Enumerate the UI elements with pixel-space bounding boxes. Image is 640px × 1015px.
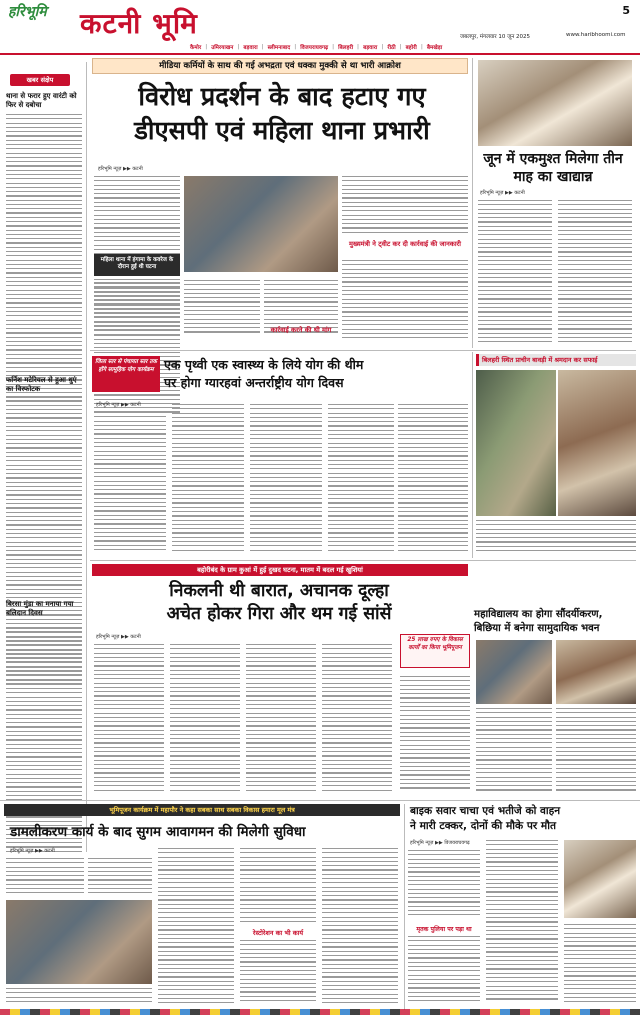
accident-headline-line: बाइक सवार चाचा एवं भतीजे को वाहन (410, 805, 561, 817)
bhoomipujan-headline: डामलीकरण कार्य के बाद सुगम आवागमन की मिलेगी सुविधा (10, 824, 306, 840)
college-photo (556, 640, 636, 704)
article-body (170, 644, 240, 794)
nav-item[interactable]: स्लीमनाबाद (267, 44, 291, 51)
article-body (246, 644, 316, 794)
page-number: 5 (622, 4, 630, 17)
subheading: रेस्टोरेशन का भी कार्य (252, 929, 304, 937)
article-body (486, 840, 558, 1006)
bilhari-kicker (476, 354, 636, 366)
subheading: मृतक पुलिया पर पड़ा था (416, 926, 472, 933)
bhoomipujan-kicker-text: भूमिपूजन कार्यक्रम में महापौर ने कहा सबका साथ सबका विकास हमारा मूल मंत्र (109, 806, 295, 814)
byline: हरिभूमि न्यूज़ ▶▶ कटनी (98, 166, 143, 172)
yoga-headline-line: एक पृथ्वी एक स्वास्थ्य के लिये योग की थीम (164, 357, 364, 372)
byline: हरिभूमि न्यूज़ ▶▶ कटनी (10, 848, 55, 854)
article-body (94, 282, 180, 334)
article-body (6, 858, 84, 898)
article-body (184, 280, 260, 338)
article-body (478, 200, 552, 345)
row-rule (0, 800, 640, 801)
nav-item[interactable]: बड़वारा (363, 44, 378, 51)
article-body (322, 644, 392, 794)
bilhari-photo (558, 370, 636, 516)
lead-photo (184, 176, 338, 272)
photo-caption (94, 254, 180, 276)
brief-title: फर्निश मटेरियल से हुआ धुएं का विस्फोटक (6, 376, 77, 393)
section-tag: खबर संक्षेप (10, 74, 70, 86)
byline: हरिभूमि न्यूज़ ▶▶ कटनी (480, 190, 525, 196)
masthead-rule (0, 53, 640, 55)
article-body (322, 848, 398, 1006)
wedding-headline-line: निकलनी थी बारात, अचानक दूल्हा (169, 581, 389, 601)
ration-photo (478, 60, 632, 146)
yoga-tag-text: जिला स्तर से पंचायत स्तर तक होंगे सामूहिक योग कार्यक्रम (95, 359, 157, 373)
article-body (564, 924, 636, 1006)
subheading: मुख्यमंत्री ने ट्वीट कर दी कार्रवाई की जानकारी (349, 240, 461, 248)
row-rule (90, 350, 636, 351)
amount-tag (400, 634, 470, 668)
wedding-headline (94, 580, 464, 626)
column-rule (404, 804, 405, 1010)
yoga-tag (92, 356, 160, 392)
byline: हरिभूमि न्यूज़ ▶▶ विजयराघवगढ़ (410, 840, 470, 846)
nav-item[interactable]: रीठी (387, 44, 396, 51)
row-rule (90, 560, 636, 561)
bilhari-kicker-text: बिलहरी स्थित प्राचीन बावड़ी में श्रमदान कर सफाई (482, 356, 598, 364)
column-rule (472, 352, 473, 558)
wedding-kicker-text: बहोरीबंद के ग्राम कुआं में हुई दुखद घटना, मातम में बदल गई खुशियां (197, 566, 363, 574)
photo-caption (476, 708, 552, 796)
college-headline (474, 608, 636, 636)
brief-title: बिरसा मुंडा का मनाया गया बलिदान दिवस (6, 600, 74, 617)
college-headline-line: बिछिया में बनेगा सामुदायिक भवन (474, 623, 600, 634)
nav-item[interactable]: बिलहरी (338, 44, 354, 51)
article-body (94, 412, 166, 552)
article-body (558, 200, 632, 345)
nav-item[interactable]: कैमोर (190, 44, 202, 51)
college-photo (476, 640, 552, 704)
photo-caption-text: महिला थाना में हंगामा के कवरेज के दौरान हुई थी घटना (100, 257, 174, 270)
photo-caption (476, 520, 636, 556)
column-rule (86, 62, 87, 852)
article-body (158, 848, 234, 1006)
article-body (88, 858, 152, 898)
article-body (408, 850, 480, 920)
brief-body (6, 628, 82, 853)
bhoomipujan-photo (6, 900, 152, 984)
college-headline-line: महाविद्यालय का होगा सौंदर्यीकरण, (474, 609, 603, 620)
article-body (398, 404, 468, 554)
sidebar (6, 70, 82, 860)
article-body (408, 936, 480, 1006)
bhoomipujan-kicker (4, 804, 400, 816)
accident-headline-line: ने मारी टक्कर, दोनों की मौके पर मौत (410, 820, 557, 832)
lead-headline-line: विरोध प्रदर्शन के बाद हटाए गए (138, 82, 426, 112)
yoga-headline (164, 356, 468, 392)
nav-item[interactable]: बड़वारा (243, 44, 258, 51)
ration-headline: जून में एकमुश्त मिलेगा तीन माह का खाद्यान्न (483, 151, 623, 185)
nav-item[interactable]: विजयराघवगढ़ (300, 44, 329, 51)
byline: हरिभूमि न्यूज़ ▶▶ कटनी (96, 634, 141, 640)
photo-caption (556, 708, 636, 796)
brief-title: थाना से फरार हुए वारंटी को फिर से दबोचा (6, 92, 77, 109)
lead-headline-line: डीएसपी एवं महिला थाना प्रभारी (134, 116, 430, 146)
bilhari-photo (476, 370, 556, 516)
subheading: कार्रवाई करने की थी मांग (270, 326, 332, 334)
article-body (172, 404, 244, 554)
yoga-headline-line: पर होगा ग्यारहवां अन्तर्राष्ट्रीय योग दिवस (164, 375, 344, 390)
article-body (240, 848, 316, 924)
town-nav: कैमोर | उमिरयाखन | बड़वारा | स्लीमनाबाद | विजयराघवगढ़ | बिलहरी | बड़वारा | रीठी | बहोरी | बैमखेड़ा (186, 42, 636, 51)
masthead (0, 0, 640, 48)
article-body (6, 988, 152, 1006)
website: www.haribhoomi.com (566, 32, 626, 38)
lead-kicker (92, 58, 468, 74)
article-body (342, 260, 468, 340)
column-rule (472, 58, 473, 348)
lead-kicker-text: मीडिया कर्मियों के साथ की गई अभद्रता एवं धक्का मुक्की से था भारी आक्रोश (159, 61, 401, 71)
edition-date: जबलपुर, मंगलवार 10 जून 2025 (460, 34, 531, 40)
wedding-headline-line: अचेत होकर गिरा और थम गई सांसें (166, 604, 392, 624)
amount-tag-text: 25 लाख रुपए के विकास कार्यों का किया भूमिपूजन (407, 637, 463, 651)
article-body (328, 404, 394, 554)
byline: हरिभूमि न्यूज़ ▶▶ कटनी (96, 402, 141, 408)
article-body (400, 676, 470, 794)
wedding-kicker (92, 564, 468, 576)
nav-item[interactable]: उमिरयाखन (211, 44, 234, 51)
article-body (240, 940, 316, 1006)
brand-logo: हरिभूमि (8, 4, 47, 20)
accident-photo (564, 840, 636, 918)
brief-body (6, 114, 82, 404)
nav-item[interactable]: बहोरी (405, 44, 417, 51)
article-body (94, 644, 164, 794)
article-body (250, 404, 322, 554)
article-body (342, 176, 468, 236)
accident-headline (410, 804, 636, 834)
edition-title: कटनी भूमि (80, 7, 198, 40)
lead-headline (96, 80, 468, 148)
registration-strip (0, 1009, 640, 1015)
nav-item[interactable]: बैमखेड़ा (426, 44, 443, 51)
